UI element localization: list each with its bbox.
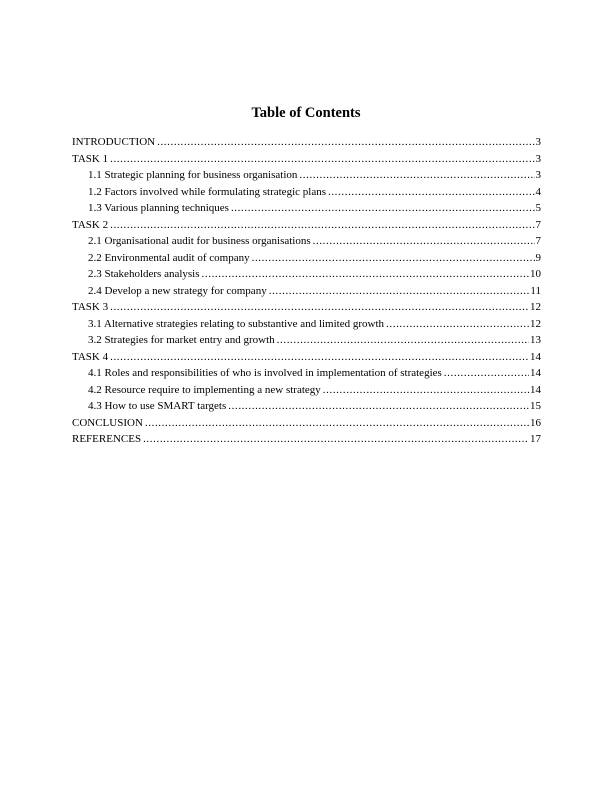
- toc-dot-leader: [313, 233, 535, 250]
- toc-dot-leader: [323, 382, 529, 399]
- toc-entry[interactable]: [72, 151, 541, 168]
- toc-dot-leader: [110, 299, 529, 316]
- toc-dot-leader: [143, 431, 529, 448]
- toc-dot-leader: [299, 167, 534, 184]
- toc-entry[interactable]: [72, 382, 541, 399]
- toc-entry[interactable]: [72, 184, 541, 201]
- toc-entry-label: 4.2 Resource require to implementing a new strategy: [88, 383, 321, 396]
- toc-entry-label: 3.1 Alternative strategies relating to substantive and limited growth: [88, 317, 385, 330]
- toc-entry-label: TASK 1: [72, 152, 109, 165]
- toc-dot-leader: [110, 217, 534, 234]
- toc-entry[interactable]: [72, 398, 541, 415]
- toc-entry-page: 7: [535, 235, 541, 247]
- toc-entry-label: 4.3 How to use SMART targets: [88, 400, 227, 412]
- toc-dot-leader: [145, 415, 529, 432]
- toc-dot-leader: [269, 283, 530, 300]
- toc-entry-label: CONCLUSION: [72, 416, 143, 429]
- toc-entry-label: TASK 4: [72, 350, 109, 363]
- toc-entry[interactable]: [72, 316, 541, 333]
- toc-entry-page: 15: [530, 400, 541, 412]
- toc-entry-page: 5: [535, 202, 541, 214]
- toc-dot-leader: [444, 365, 529, 382]
- toc-entry-page: 9: [535, 251, 541, 264]
- toc-dot-leader: [277, 332, 529, 349]
- toc-entry-label: 1.3 Various planning techniques: [88, 202, 229, 214]
- toc-entry-label: 1.1 Strategic planning for business organisation: [88, 169, 298, 181]
- toc-dot-leader: [252, 250, 535, 267]
- toc-entry-page: 7: [535, 218, 541, 231]
- toc-entry-page: 4: [535, 185, 541, 198]
- toc-entry-page: 12: [530, 301, 541, 313]
- toc-entry[interactable]: [72, 167, 541, 184]
- toc-dot-leader: [231, 200, 535, 217]
- toc-dot-leader: [110, 151, 534, 168]
- toc-entry[interactable]: [72, 349, 541, 366]
- toc-entry-label: TASK 2: [72, 218, 109, 231]
- toc-entry-page: 17: [530, 433, 541, 445]
- toc-entry[interactable]: [72, 250, 541, 267]
- toc-entry-page: 14: [530, 367, 541, 379]
- toc-entry-label: 2.4 Develop a new strategy for company: [88, 284, 267, 297]
- toc-entry[interactable]: [72, 415, 541, 432]
- toc-dot-leader: [157, 134, 534, 151]
- toc-entry[interactable]: [72, 217, 541, 234]
- toc-entry[interactable]: [72, 365, 541, 382]
- toc-entry-label: 4.1 Roles and responsibilities of who is involved in implementation of strategies: [88, 367, 442, 379]
- toc-entry-page: 3: [535, 136, 541, 148]
- toc-entry-page: 13: [530, 334, 541, 346]
- toc-entry-page: 10: [530, 268, 541, 280]
- toc-entry[interactable]: [72, 299, 541, 316]
- toc-dot-leader: [228, 398, 529, 415]
- toc-entry-label: 2.1 Organisational audit for business organisations: [88, 235, 311, 247]
- toc-entry-label: 1.2 Factors involved while formulating strategic plans: [88, 185, 326, 198]
- toc-entry-page: 3: [535, 152, 541, 165]
- toc-entry-label: REFERENCES: [72, 433, 142, 445]
- toc-dot-leader: [110, 349, 529, 366]
- toc-entry-page: 3: [535, 169, 541, 181]
- toc-dot-leader: [202, 266, 529, 283]
- toc-entry[interactable]: [72, 266, 541, 283]
- toc-dot-leader: [386, 316, 529, 333]
- toc-entry[interactable]: [72, 134, 541, 151]
- toc-entry-page: 12: [530, 317, 541, 330]
- toc-entry-page: 11: [530, 284, 541, 297]
- toc-title: Table of Contents: [251, 105, 361, 121]
- toc-list: [72, 134, 541, 448]
- toc-entry[interactable]: [72, 332, 541, 349]
- toc-entry-page: 14: [530, 383, 541, 396]
- toc-entry-page: 14: [530, 350, 541, 363]
- toc-entry-label: INTRODUCTION: [72, 136, 156, 148]
- toc-entry-label: TASK 3: [72, 301, 109, 313]
- toc-entry[interactable]: [72, 283, 541, 300]
- toc-entry-label: 2.3 Stakeholders analysis: [88, 268, 200, 280]
- toc-entry[interactable]: [72, 200, 541, 217]
- toc-entry-label: 2.2 Environmental audit of company: [88, 251, 250, 264]
- toc-entry[interactable]: [72, 233, 541, 250]
- toc-entry-label: 3.2 Strategies for market entry and growth: [88, 334, 275, 346]
- toc-dot-leader: [328, 184, 535, 201]
- toc-entry[interactable]: [72, 431, 541, 448]
- toc-entry-page: 16: [530, 416, 541, 429]
